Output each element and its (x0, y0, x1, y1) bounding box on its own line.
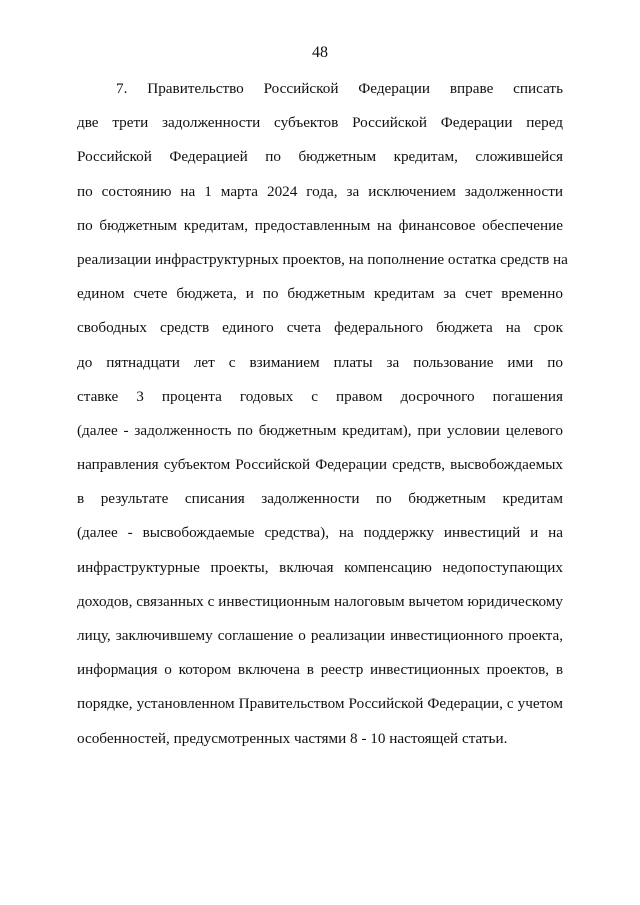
text-line-11: (далее - задолженность по бюджетным кредитам), при условии целевого (77, 421, 563, 439)
text-line-15: инфраструктурные проекты, включая компенсацию недопоступающих (77, 558, 563, 576)
text-line-3: Российской Федерацией по бюджетным кредитам, сложившейся (77, 148, 563, 166)
text-line-18: информация о котором включена в реестр инвестиционных проектов, в (77, 661, 563, 679)
page-number: 48 (312, 44, 328, 61)
text-line-20: особенностей, предусмотренных частями 8 - 10 настоящей статьи. (77, 729, 508, 747)
text-line-17: лицу, заключившему соглашение о реализации инвестиционного проекта, (77, 627, 563, 644)
text-line-5: по бюджетным кредитам, предоставленным на финансовое обеспечение (77, 216, 563, 234)
text-line-7: едином счете бюджета, и по бюджетным кредитам за счет временно (77, 285, 563, 303)
text-line-10: ставке 3 процента годовых с правом досрочного погашения (77, 387, 563, 405)
text-line-12: направления субъектом Российской Федерации средств, высвобождаемых (77, 456, 563, 474)
text-line-4: по состоянию на 1 марта 2024 года, за исключением задолженности (77, 182, 563, 200)
text-line-19: порядке, установленном Правительством Российской Федерации, с учетом (77, 695, 563, 713)
paragraph-7 (77, 76, 568, 760)
text-line-6: реализации инфраструктурных проектов, на пополнение остатка средств на (77, 250, 568, 268)
text-line-16: доходов, связанных с инвестиционным налоговым вычетом юридическому (77, 592, 563, 610)
text-line-8: свободных средств единого счета федерального бюджета на срок (77, 319, 563, 337)
text-line-14: (далее - высвобождаемые средства), на поддержку инвестиций и на (77, 524, 563, 542)
text-line-9: до пятнадцати лет с взиманием платы за пользование ими по (77, 353, 563, 371)
text-line-1: 7. Правительство Российской Федерации вправе списать (116, 80, 563, 97)
text-line-13: в результате списания задолженности по бюджетным кредитам (77, 490, 563, 508)
text-line-2: две трети задолженности субъектов Российской Федерации перед (77, 114, 563, 132)
